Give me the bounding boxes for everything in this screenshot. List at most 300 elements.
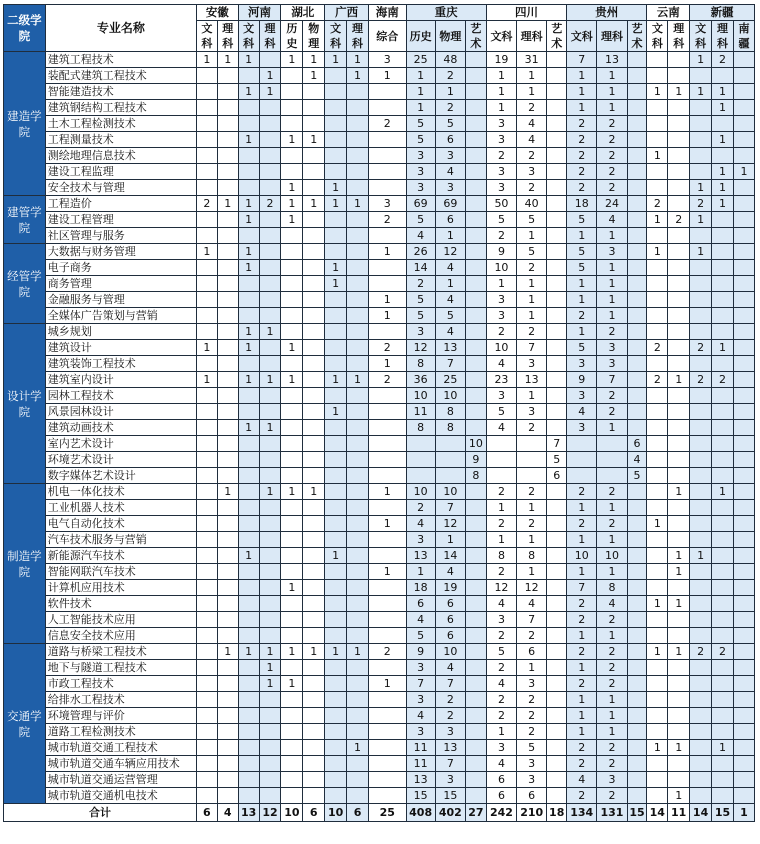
quota-cell: 26 bbox=[406, 244, 435, 260]
quota-cell bbox=[238, 484, 259, 500]
quota-cell: 2 bbox=[690, 196, 712, 212]
quota-cell bbox=[668, 756, 690, 772]
quota-cell bbox=[690, 756, 712, 772]
table-row bbox=[4, 52, 755, 68]
quota-cell bbox=[325, 132, 347, 148]
quota-cell bbox=[712, 756, 734, 772]
quota-cell bbox=[627, 196, 647, 212]
quota-cell bbox=[217, 436, 238, 452]
quota-cell: 3 bbox=[517, 404, 547, 420]
quota-cell bbox=[627, 68, 647, 84]
quota-cell bbox=[325, 324, 347, 340]
quota-cell bbox=[368, 532, 406, 548]
quota-cell: 1 bbox=[325, 404, 347, 420]
quota-cell bbox=[668, 692, 690, 708]
quota-cell: 1 bbox=[668, 484, 690, 500]
total-quota-cell: 6 bbox=[347, 804, 369, 822]
quota-cell bbox=[217, 132, 238, 148]
quota-cell: 1 bbox=[217, 644, 238, 660]
quota-cell: 2 bbox=[486, 484, 516, 500]
quota-cell bbox=[690, 260, 712, 276]
quota-cell bbox=[465, 308, 486, 324]
quota-cell bbox=[733, 68, 754, 84]
quota-cell: 2 bbox=[690, 644, 712, 660]
quota-cell bbox=[217, 340, 238, 356]
quota-cell bbox=[281, 772, 303, 788]
quota-cell: 3 bbox=[368, 52, 406, 68]
quota-cell bbox=[712, 276, 734, 292]
quota-cell bbox=[547, 292, 567, 308]
quota-cell: 1 bbox=[238, 644, 259, 660]
quota-cell: 12 bbox=[486, 580, 516, 596]
quota-cell bbox=[547, 340, 567, 356]
quota-cell bbox=[259, 308, 281, 324]
quota-cell: 2 bbox=[517, 180, 547, 196]
quota-cell bbox=[368, 148, 406, 164]
quota-cell bbox=[281, 356, 303, 372]
quota-cell: 1 bbox=[668, 740, 690, 756]
quota-cell: 19 bbox=[486, 52, 516, 68]
quota-cell bbox=[712, 68, 734, 84]
quota-cell: 1 bbox=[517, 308, 547, 324]
quota-cell: 1 bbox=[647, 740, 668, 756]
quota-cell: 3 bbox=[597, 772, 627, 788]
quota-cell: 4 bbox=[435, 260, 465, 276]
quota-cell bbox=[217, 260, 238, 276]
college-name-cell: 交通学院 bbox=[4, 644, 46, 804]
quota-cell bbox=[325, 740, 347, 756]
quota-cell bbox=[465, 788, 486, 804]
table-row bbox=[4, 132, 755, 148]
quota-cell: 18 bbox=[567, 196, 597, 212]
header-subject: 综合 bbox=[368, 21, 406, 52]
quota-cell: 1 bbox=[217, 52, 238, 68]
quota-cell bbox=[465, 500, 486, 516]
table-row bbox=[4, 468, 755, 484]
quota-cell: 50 bbox=[486, 196, 516, 212]
quota-cell bbox=[303, 772, 325, 788]
quota-cell bbox=[465, 292, 486, 308]
quota-cell bbox=[196, 772, 217, 788]
quota-cell: 1 bbox=[567, 564, 597, 580]
quota-cell bbox=[547, 244, 567, 260]
quota-cell bbox=[465, 196, 486, 212]
quota-cell bbox=[303, 724, 325, 740]
quota-cell bbox=[281, 276, 303, 292]
quota-cell bbox=[217, 500, 238, 516]
quota-cell: 1 bbox=[325, 260, 347, 276]
quota-cell bbox=[517, 436, 547, 452]
quota-cell bbox=[647, 404, 668, 420]
quota-cell: 6 bbox=[406, 596, 435, 612]
quota-cell bbox=[303, 500, 325, 516]
quota-cell bbox=[690, 500, 712, 516]
quota-cell bbox=[196, 532, 217, 548]
quota-cell bbox=[325, 628, 347, 644]
quota-cell: 1 bbox=[597, 628, 627, 644]
quota-cell: 7 bbox=[547, 436, 567, 452]
total-quota-cell: 1 bbox=[733, 804, 754, 822]
quota-cell bbox=[627, 420, 647, 436]
quota-cell bbox=[465, 580, 486, 596]
quota-cell: 31 bbox=[517, 52, 547, 68]
quota-cell bbox=[690, 484, 712, 500]
major-name-cell: 环境艺术设计 bbox=[45, 452, 196, 468]
quota-cell: 2 bbox=[486, 628, 516, 644]
quota-cell bbox=[547, 164, 567, 180]
quota-cell: 1 bbox=[712, 180, 734, 196]
quota-cell: 1 bbox=[597, 276, 627, 292]
major-name-cell: 建筑装饰工程技术 bbox=[45, 356, 196, 372]
quota-cell bbox=[668, 500, 690, 516]
quota-cell: 2 bbox=[486, 324, 516, 340]
quota-cell bbox=[627, 772, 647, 788]
quota-cell: 2 bbox=[517, 724, 547, 740]
quota-cell: 1 bbox=[597, 564, 627, 580]
quota-cell: 1 bbox=[567, 292, 597, 308]
quota-cell: 1 bbox=[486, 100, 516, 116]
quota-cell: 1 bbox=[325, 644, 347, 660]
quota-cell bbox=[733, 212, 754, 228]
quota-cell bbox=[347, 756, 369, 772]
quota-cell bbox=[465, 260, 486, 276]
quota-cell bbox=[368, 628, 406, 644]
quota-cell bbox=[281, 420, 303, 436]
quota-cell bbox=[217, 452, 238, 468]
quota-cell bbox=[259, 468, 281, 484]
quota-cell: 1 bbox=[517, 68, 547, 84]
quota-cell: 1 bbox=[517, 388, 547, 404]
quota-cell: 1 bbox=[567, 660, 597, 676]
quota-cell bbox=[217, 788, 238, 804]
quota-cell bbox=[196, 596, 217, 612]
quota-cell bbox=[465, 404, 486, 420]
quota-cell: 2 bbox=[517, 100, 547, 116]
quota-cell bbox=[238, 564, 259, 580]
quota-cell bbox=[647, 500, 668, 516]
quota-cell bbox=[647, 708, 668, 724]
quota-cell bbox=[196, 580, 217, 596]
quota-cell bbox=[325, 100, 347, 116]
quota-cell bbox=[347, 100, 369, 116]
quota-cell bbox=[238, 452, 259, 468]
quota-cell: 1 bbox=[517, 500, 547, 516]
quota-cell bbox=[217, 308, 238, 324]
quota-cell bbox=[238, 724, 259, 740]
quota-cell bbox=[347, 692, 369, 708]
quota-cell bbox=[668, 244, 690, 260]
major-name-cell: 城市轨道交通机电技术 bbox=[45, 788, 196, 804]
table-row bbox=[4, 196, 755, 212]
quota-cell bbox=[196, 708, 217, 724]
quota-cell bbox=[712, 212, 734, 228]
quota-cell bbox=[281, 724, 303, 740]
major-name-cell: 社区管理与服务 bbox=[45, 228, 196, 244]
quota-cell: 2 bbox=[597, 116, 627, 132]
quota-cell bbox=[547, 788, 567, 804]
quota-cell bbox=[712, 244, 734, 260]
quota-cell: 1 bbox=[435, 84, 465, 100]
quota-cell: 3 bbox=[486, 612, 516, 628]
total-quota-cell: 15 bbox=[712, 804, 734, 822]
quota-cell bbox=[668, 404, 690, 420]
header-subject: 历史 bbox=[281, 21, 303, 52]
quota-cell bbox=[325, 244, 347, 260]
quota-cell: 4 bbox=[406, 612, 435, 628]
quota-cell bbox=[733, 84, 754, 100]
quota-cell bbox=[547, 308, 567, 324]
quota-cell: 40 bbox=[517, 196, 547, 212]
quota-cell bbox=[733, 148, 754, 164]
quota-cell bbox=[303, 100, 325, 116]
quota-cell bbox=[547, 228, 567, 244]
quota-cell bbox=[690, 564, 712, 580]
quota-cell bbox=[465, 516, 486, 532]
quota-cell bbox=[627, 580, 647, 596]
quota-cell: 4 bbox=[486, 596, 516, 612]
quota-cell: 2 bbox=[435, 100, 465, 116]
table-row bbox=[4, 740, 755, 756]
quota-cell bbox=[465, 276, 486, 292]
quota-cell: 1 bbox=[668, 564, 690, 580]
table-row bbox=[4, 612, 755, 628]
quota-cell: 1 bbox=[303, 196, 325, 212]
quota-cell bbox=[668, 580, 690, 596]
quota-cell bbox=[627, 260, 647, 276]
quota-cell bbox=[647, 628, 668, 644]
quota-cell bbox=[668, 180, 690, 196]
quota-cell bbox=[547, 212, 567, 228]
header-subject: 文科 bbox=[196, 21, 217, 52]
quota-cell bbox=[668, 276, 690, 292]
quota-cell: 48 bbox=[435, 52, 465, 68]
quota-cell bbox=[281, 564, 303, 580]
quota-cell bbox=[465, 564, 486, 580]
table-row bbox=[4, 772, 755, 788]
total-quota-cell: 6 bbox=[196, 804, 217, 822]
quota-cell: 1 bbox=[259, 660, 281, 676]
quota-cell: 1 bbox=[325, 276, 347, 292]
quota-cell bbox=[281, 68, 303, 84]
quota-cell bbox=[733, 532, 754, 548]
quota-cell bbox=[259, 532, 281, 548]
quota-cell bbox=[627, 276, 647, 292]
quota-cell: 19 bbox=[435, 580, 465, 596]
total-quota-cell: 25 bbox=[368, 804, 406, 822]
quota-cell bbox=[712, 788, 734, 804]
quota-cell: 4 bbox=[435, 324, 465, 340]
quota-cell: 1 bbox=[486, 724, 516, 740]
quota-cell bbox=[238, 628, 259, 644]
quota-cell bbox=[547, 68, 567, 84]
quota-cell bbox=[347, 468, 369, 484]
quota-cell: 10 bbox=[486, 260, 516, 276]
quota-cell bbox=[347, 500, 369, 516]
quota-cell: 7 bbox=[435, 676, 465, 692]
quota-cell: 1 bbox=[435, 532, 465, 548]
quota-cell bbox=[196, 420, 217, 436]
quota-cell bbox=[259, 100, 281, 116]
quota-cell bbox=[465, 148, 486, 164]
quota-cell bbox=[196, 756, 217, 772]
quota-cell: 3 bbox=[406, 532, 435, 548]
quota-cell: 10 bbox=[435, 484, 465, 500]
quota-cell: 5 bbox=[486, 404, 516, 420]
major-name-cell: 建筑设计 bbox=[45, 340, 196, 356]
quota-cell: 2 bbox=[567, 740, 597, 756]
quota-cell: 9 bbox=[486, 244, 516, 260]
quota-cell bbox=[690, 388, 712, 404]
quota-cell: 1 bbox=[647, 644, 668, 660]
major-name-cell: 计算机应用技术 bbox=[45, 580, 196, 596]
college-name-cell: 建造学院 bbox=[4, 52, 46, 196]
quota-cell: 7 bbox=[435, 500, 465, 516]
quota-cell bbox=[690, 612, 712, 628]
quota-cell bbox=[196, 132, 217, 148]
major-name-cell: 建设工程管理 bbox=[45, 212, 196, 228]
quota-cell bbox=[733, 132, 754, 148]
quota-cell bbox=[733, 692, 754, 708]
quota-cell bbox=[325, 724, 347, 740]
total-quota-cell: 6 bbox=[303, 804, 325, 822]
quota-cell bbox=[259, 388, 281, 404]
quota-cell: 1 bbox=[668, 548, 690, 564]
quota-cell: 2 bbox=[647, 340, 668, 356]
quota-cell bbox=[547, 420, 567, 436]
total-quota-cell: 210 bbox=[517, 804, 547, 822]
quota-cell bbox=[238, 532, 259, 548]
quota-cell bbox=[325, 340, 347, 356]
table-row bbox=[4, 340, 755, 356]
quota-cell bbox=[325, 532, 347, 548]
quota-cell: 4 bbox=[406, 516, 435, 532]
quota-cell bbox=[733, 52, 754, 68]
quota-cell bbox=[238, 676, 259, 692]
quota-cell bbox=[196, 308, 217, 324]
header-province-hainan: 海南 bbox=[368, 5, 406, 21]
quota-cell: 1 bbox=[567, 708, 597, 724]
quota-cell bbox=[547, 84, 567, 100]
quota-cell: 1 bbox=[281, 580, 303, 596]
quota-cell bbox=[259, 164, 281, 180]
quota-cell bbox=[368, 740, 406, 756]
quota-cell: 1 bbox=[238, 244, 259, 260]
quota-cell: 3 bbox=[517, 756, 547, 772]
quota-cell bbox=[690, 452, 712, 468]
quota-cell: 1 bbox=[281, 196, 303, 212]
quota-cell bbox=[547, 596, 567, 612]
quota-cell bbox=[217, 660, 238, 676]
quota-cell bbox=[712, 676, 734, 692]
quota-cell: 3 bbox=[406, 148, 435, 164]
quota-cell bbox=[259, 452, 281, 468]
quota-cell: 4 bbox=[406, 228, 435, 244]
quota-cell bbox=[547, 612, 567, 628]
quota-cell: 6 bbox=[547, 468, 567, 484]
major-name-cell: 大数据与财务管理 bbox=[45, 244, 196, 260]
table-row bbox=[4, 676, 755, 692]
quota-cell bbox=[668, 132, 690, 148]
quota-cell bbox=[668, 100, 690, 116]
quota-cell bbox=[259, 116, 281, 132]
quota-cell bbox=[259, 244, 281, 260]
quota-cell bbox=[259, 628, 281, 644]
quota-cell: 2 bbox=[597, 484, 627, 500]
quota-cell bbox=[733, 100, 754, 116]
quota-cell bbox=[217, 180, 238, 196]
quota-cell: 5 bbox=[486, 644, 516, 660]
quota-cell: 1 bbox=[259, 84, 281, 100]
quota-cell bbox=[547, 628, 567, 644]
quota-cell: 6 bbox=[517, 644, 547, 660]
quota-cell: 4 bbox=[486, 356, 516, 372]
quota-cell bbox=[217, 164, 238, 180]
quota-cell: 1 bbox=[238, 324, 259, 340]
total-quota-cell: 27 bbox=[465, 804, 486, 822]
quota-cell: 1 bbox=[325, 372, 347, 388]
quota-cell: 1 bbox=[597, 308, 627, 324]
table-row bbox=[4, 228, 755, 244]
quota-cell: 2 bbox=[597, 644, 627, 660]
quota-cell bbox=[368, 788, 406, 804]
quota-cell bbox=[733, 292, 754, 308]
quota-cell bbox=[368, 164, 406, 180]
quota-cell bbox=[281, 596, 303, 612]
quota-cell: 1 bbox=[486, 532, 516, 548]
quota-cell bbox=[368, 84, 406, 100]
quota-cell bbox=[668, 196, 690, 212]
quota-cell bbox=[196, 644, 217, 660]
quota-cell: 1 bbox=[647, 596, 668, 612]
quota-cell bbox=[547, 772, 567, 788]
quota-cell bbox=[281, 708, 303, 724]
quota-cell bbox=[465, 644, 486, 660]
quota-cell bbox=[647, 180, 668, 196]
quota-cell: 1 bbox=[303, 484, 325, 500]
quota-cell: 2 bbox=[597, 388, 627, 404]
quota-cell: 6 bbox=[627, 436, 647, 452]
quota-cell: 1 bbox=[597, 532, 627, 548]
quota-cell bbox=[325, 708, 347, 724]
quota-cell bbox=[259, 212, 281, 228]
quota-cell bbox=[627, 148, 647, 164]
quota-cell bbox=[690, 292, 712, 308]
quota-cell bbox=[325, 596, 347, 612]
quota-cell: 2 bbox=[486, 692, 516, 708]
total-quota-cell: 131 bbox=[597, 804, 627, 822]
quota-cell bbox=[465, 388, 486, 404]
quota-cell: 3 bbox=[486, 388, 516, 404]
quota-cell: 23 bbox=[486, 372, 516, 388]
quota-cell bbox=[627, 244, 647, 260]
quota-cell: 3 bbox=[486, 164, 516, 180]
quota-cell bbox=[238, 692, 259, 708]
quota-cell bbox=[281, 500, 303, 516]
quota-cell: 10 bbox=[406, 388, 435, 404]
table-row bbox=[4, 388, 755, 404]
quota-cell: 1 bbox=[597, 68, 627, 84]
quota-cell: 14 bbox=[435, 548, 465, 564]
quota-cell: 2 bbox=[368, 116, 406, 132]
quota-cell: 1 bbox=[567, 68, 597, 84]
quota-cell bbox=[347, 628, 369, 644]
quota-cell bbox=[627, 484, 647, 500]
quota-cell bbox=[627, 676, 647, 692]
quota-cell: 3 bbox=[486, 740, 516, 756]
quota-cell bbox=[647, 356, 668, 372]
quota-cell: 13 bbox=[435, 340, 465, 356]
quota-cell: 1 bbox=[238, 420, 259, 436]
